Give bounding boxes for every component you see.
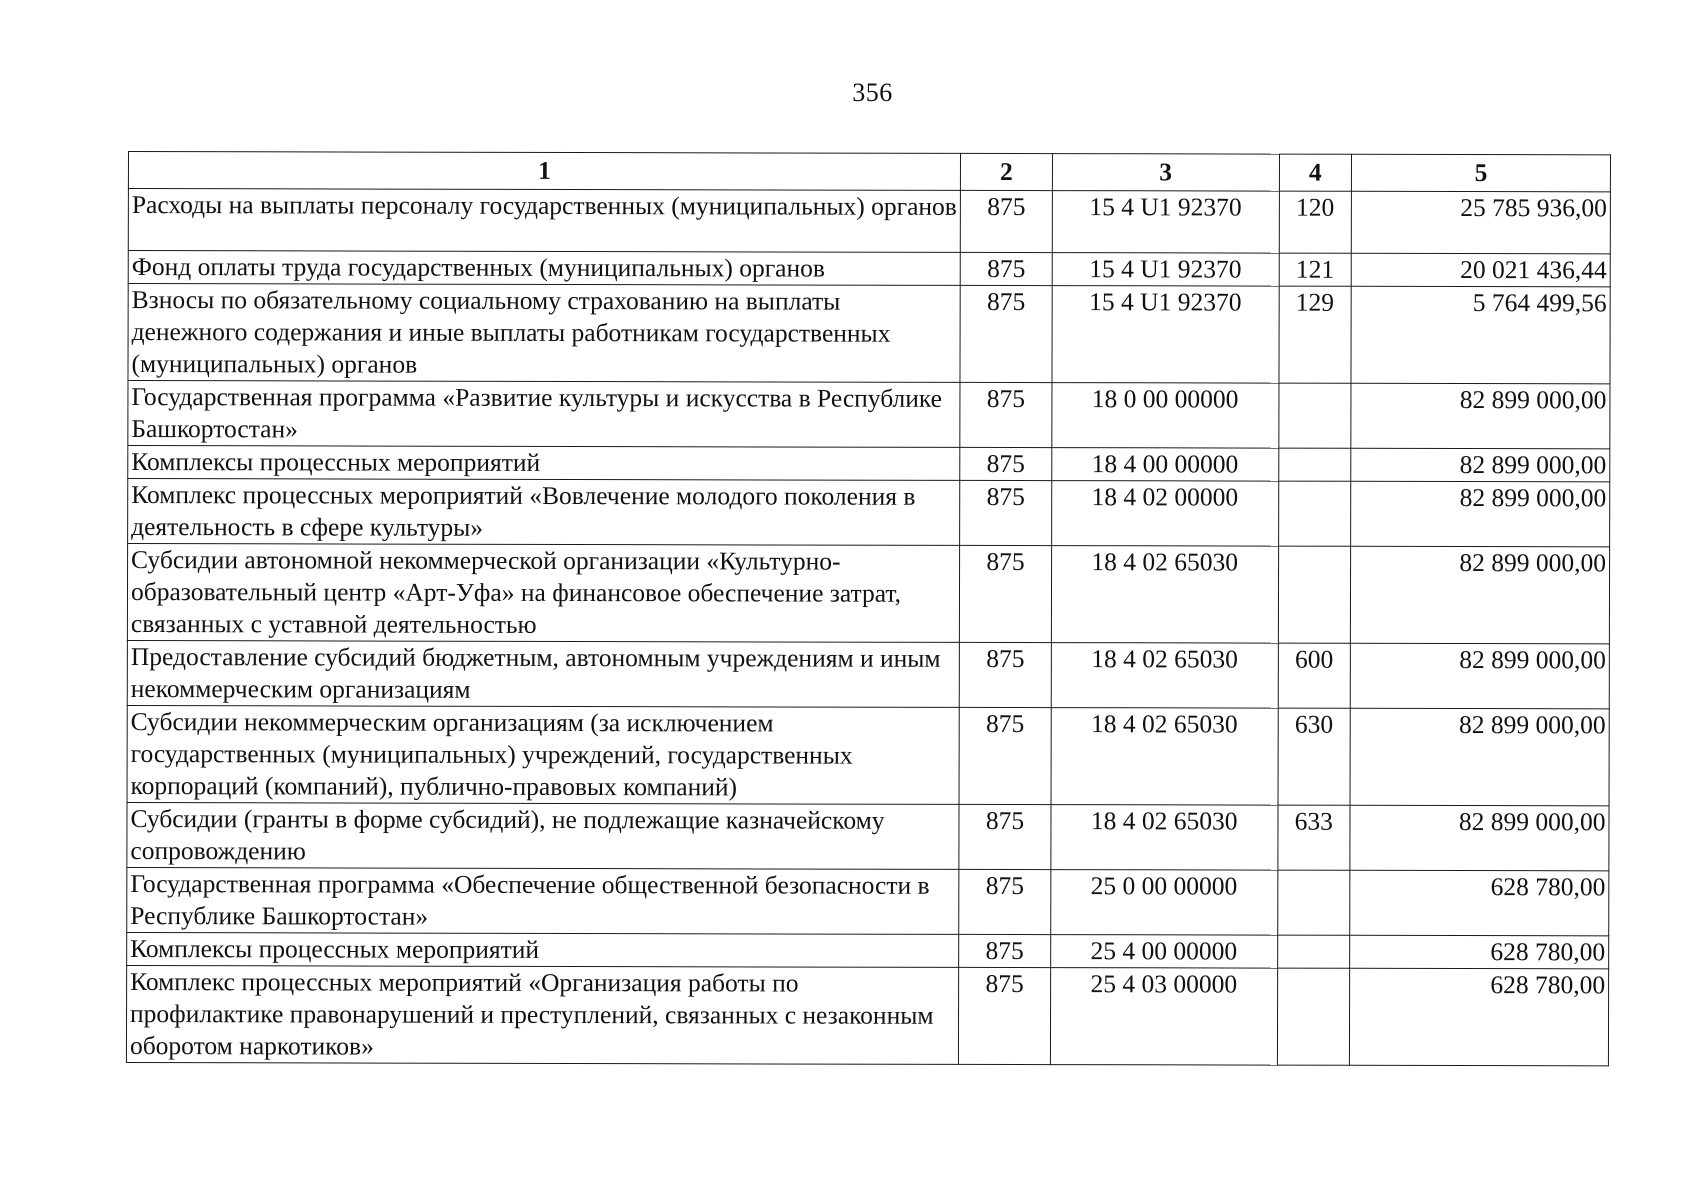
table-row <box>126 965 1608 1065</box>
table-row <box>127 544 1609 644</box>
row-code-4 <box>1278 448 1351 481</box>
row-code-3: 25 4 00 00000 <box>1050 935 1277 969</box>
row-name: Субсидии автономной некоммерческой организации «Культурно-образовательный центр «Арт-Уфа» на финансовое обеспечение затрат, связанных с уставной деятельностью <box>127 544 959 643</box>
row-name: Комплексы процессных мероприятий <box>128 446 960 481</box>
header-col-3: 3 <box>1052 154 1279 192</box>
table-header-row <box>128 152 1610 192</box>
row-code-2: 875 <box>960 190 1052 252</box>
row-amount: 82 899 000,00 <box>1351 448 1610 482</box>
row-name: Государственная программа «Обеспечение общественной безопасности в Республике Башкортостан» <box>127 867 959 934</box>
table-row <box>128 251 1610 287</box>
row-amount: 82 899 000,00 <box>1350 643 1609 709</box>
row-code-4 <box>1277 935 1350 968</box>
row-amount: 82 899 000,00 <box>1350 708 1609 806</box>
row-amount: 628 780,00 <box>1350 870 1609 936</box>
header-col-2: 2 <box>961 153 1053 190</box>
row-code-4: 633 <box>1277 805 1350 870</box>
row-code-4 <box>1277 870 1350 935</box>
row-code-4: 129 <box>1278 286 1351 383</box>
table-row <box>128 284 1610 384</box>
budget-table <box>126 151 1611 1066</box>
row-code-2: 875 <box>960 382 1052 447</box>
row-amount: 82 899 000,00 <box>1351 383 1610 449</box>
row-amount: 628 780,00 <box>1349 968 1608 1066</box>
row-code-4: 600 <box>1278 643 1351 708</box>
row-code-3: 15 4 U1 92370 <box>1052 286 1279 384</box>
row-code-3: 18 4 02 65030 <box>1051 805 1278 871</box>
row-name: Предоставление субсидий бюджетным, автономным учреждениям и иным некоммерческим организациям <box>127 640 959 707</box>
table-row <box>128 446 1610 482</box>
row-code-3: 18 4 02 65030 <box>1051 708 1278 806</box>
row-code-4: 121 <box>1279 253 1352 286</box>
row-code-2: 875 <box>960 480 1052 545</box>
row-code-2: 875 <box>959 869 1051 934</box>
row-code-3: 18 4 00 00000 <box>1052 448 1279 482</box>
row-amount: 82 899 000,00 <box>1351 481 1610 547</box>
table-row <box>127 867 1609 935</box>
row-code-3: 18 4 02 65030 <box>1051 643 1278 709</box>
row-code-3: 18 0 00 00000 <box>1052 383 1279 449</box>
table-row <box>127 802 1609 870</box>
row-amount: 82 899 000,00 <box>1350 546 1609 644</box>
row-amount: 5 764 499,56 <box>1351 286 1610 384</box>
row-name: Расходы на выплаты персоналу государственных (муниципальных) органов <box>128 189 960 253</box>
row-name: Субсидии некоммерческим организациям (за исключением государственных (муниципальных) учреждений, государственных корпораций (компаний), публично-правовых компаний) <box>127 705 959 804</box>
row-amount: 25 785 936,00 <box>1351 191 1610 254</box>
row-code-2: 875 <box>960 545 1052 642</box>
row-code-3: 18 4 02 00000 <box>1051 481 1278 547</box>
table-row <box>128 381 1610 449</box>
row-code-2: 875 <box>960 285 1052 382</box>
row-name: Взносы по обязательному социальному страхованию на выплаты денежного содержания и иные выплаты работникам государственных (муниципальных) органов <box>128 284 960 383</box>
row-name: Субсидии (гранты в форме субсидий), не подлежащие казначейскому сопровождению <box>127 802 959 869</box>
row-code-4: 120 <box>1279 191 1352 253</box>
row-code-2: 875 <box>959 934 1051 967</box>
table-row <box>127 932 1609 968</box>
row-name: Государственная программа «Развитие культуры и искусства в Республике Башкортостан» <box>128 381 960 448</box>
row-code-4 <box>1277 968 1350 1065</box>
header-col-1: 1 <box>128 152 960 191</box>
row-code-2: 875 <box>959 967 1051 1064</box>
row-amount: 82 899 000,00 <box>1350 805 1609 871</box>
row-name: Фонд оплаты труда государственных (муниципальных) органов <box>128 251 960 286</box>
table-row <box>128 479 1610 547</box>
row-code-2: 875 <box>959 707 1051 804</box>
header-col-5: 5 <box>1351 154 1610 192</box>
table-row <box>128 189 1610 254</box>
row-name: Комплекс процессных мероприятий «Вовлечение молодого поколения в деятельность в сфере культуры» <box>128 479 960 546</box>
row-code-3: 25 4 03 00000 <box>1050 968 1277 1066</box>
row-code-4 <box>1278 383 1351 448</box>
row-code-4: 630 <box>1278 708 1351 805</box>
table-row <box>127 640 1609 708</box>
row-name: Комплексы процессных мероприятий <box>127 932 959 967</box>
row-code-3: 25 0 00 00000 <box>1051 870 1278 936</box>
row-amount: 20 021 436,44 <box>1351 253 1610 287</box>
row-amount: 628 780,00 <box>1350 935 1609 969</box>
row-code-3: 18 4 02 65030 <box>1051 546 1278 644</box>
header-col-4: 4 <box>1279 154 1352 191</box>
row-code-2: 875 <box>960 447 1052 480</box>
page-number: 356 <box>852 78 893 107</box>
row-code-3: 15 4 U1 92370 <box>1052 253 1279 287</box>
table-row <box>127 705 1609 805</box>
row-code-2: 875 <box>959 642 1051 707</box>
row-code-2: 875 <box>959 804 1051 869</box>
row-name: Комплекс процессных мероприятий «Организация работы по профилактике правонарушений и преступлений, связанных с незаконным оборотом наркотиков» <box>126 965 958 1064</box>
row-code-4 <box>1278 481 1351 546</box>
row-code-2: 875 <box>960 252 1052 285</box>
row-code-3: 15 4 U1 92370 <box>1052 191 1279 254</box>
row-code-4 <box>1278 546 1351 643</box>
